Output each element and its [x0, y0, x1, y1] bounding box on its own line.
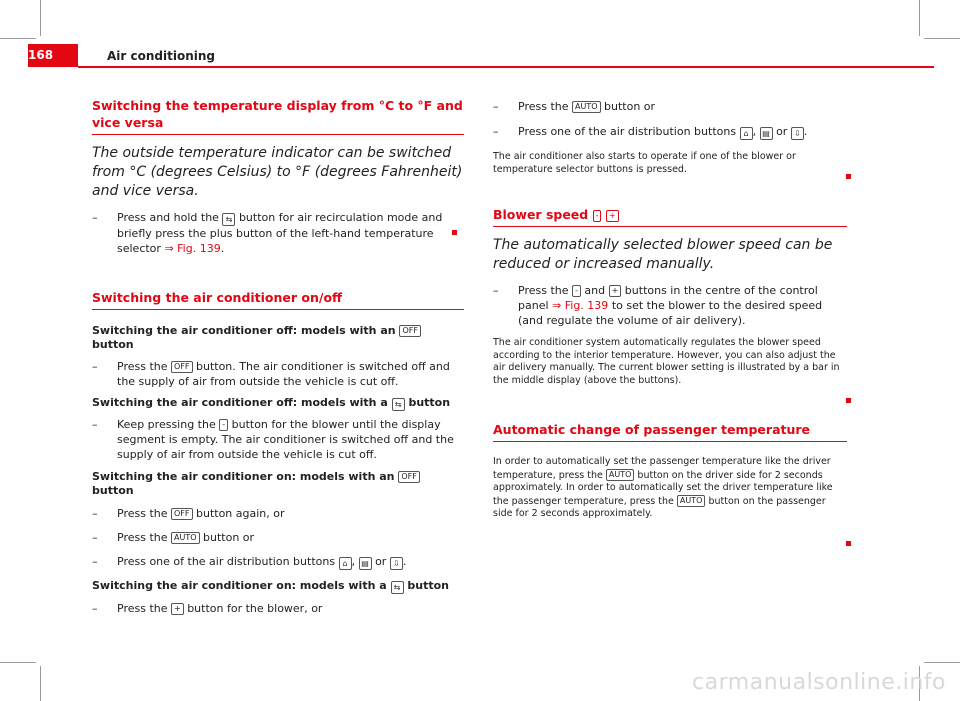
step-text: button or — [203, 531, 255, 544]
section-heading-blower-speed — [493, 206, 847, 223]
step-text: Press the — [518, 100, 569, 113]
subheading — [92, 396, 464, 411]
step-text: Press the — [117, 360, 168, 373]
recirculation-icon: ⇆ — [391, 581, 404, 594]
plus-key: + — [609, 285, 622, 297]
heading-rule — [493, 226, 847, 227]
step-text: or — [375, 555, 387, 568]
step-text: button for the blower until the display segment is empty. The air conditioner is switched off and the supply of air from outside the vehicle is cut off. — [117, 418, 454, 461]
list-item — [92, 530, 464, 545]
list-item — [92, 554, 464, 570]
body-paragraph: The air conditioner system automatically regulates the blower speed according to the interior temperature. However, you can also adjust the air delivery manually. The current blower setting is illustrated by a bar in the middle display (above the buttons). — [493, 337, 840, 386]
crop-mark — [924, 38, 960, 39]
bullet-dash: – — [92, 418, 98, 431]
list-item — [493, 283, 847, 328]
heading-rule — [493, 441, 847, 442]
subheading-text: button — [407, 579, 449, 592]
plus-key: + — [606, 210, 619, 222]
bullet-dash: – — [493, 100, 499, 113]
auto-key: AUTO — [606, 469, 635, 481]
end-marker-icon — [452, 230, 457, 235]
plus-key: + — [171, 603, 184, 615]
figure-link[interactable]: ⇒ Fig. 139 — [164, 242, 221, 255]
end-marker-icon — [846, 398, 851, 403]
heading-text: Blower speed — [493, 207, 589, 222]
step-text: button for the blower, or — [187, 602, 323, 615]
body-paragraph: The air conditioner also starts to operate if one of the blower or temperature selector buttons is pressed. — [493, 151, 796, 175]
subheading-text: Switching the air conditioner off: models with an — [92, 324, 396, 337]
recirculation-icon: ⇆ — [392, 398, 405, 411]
subheading-text: Switching the air conditioner off: models with a — [92, 396, 388, 409]
subheading — [92, 324, 464, 352]
crop-mark — [0, 662, 36, 663]
heading-rule — [92, 309, 464, 310]
bullet-dash: – — [92, 531, 98, 544]
step-text: button. The air conditioner is switched off and the supply of air from outside the vehicle is cut off. — [117, 360, 450, 388]
subheading — [92, 579, 464, 594]
header-rule — [78, 66, 934, 68]
footwell-icon: ⇩ — [791, 127, 804, 140]
minus-key: - — [572, 285, 581, 297]
bullet-dash: – — [92, 211, 98, 224]
section-heading-on-off: Switching the air conditioner on/off — [92, 290, 343, 305]
body-paragraph — [493, 456, 847, 521]
section-heading-passenger-temperature: Automatic change of passenger temperature — [493, 422, 811, 437]
right-column — [493, 99, 847, 521]
list-item — [92, 417, 464, 462]
crop-mark — [40, 0, 41, 36]
step-text: , — [351, 555, 356, 568]
step-text: and — [584, 284, 606, 297]
subheading-text: button — [92, 338, 134, 351]
paragraph-text: In order to automatically set the passenger temperature like the driver temperature, press the — [493, 456, 831, 481]
figure-link[interactable]: ⇒ Fig. 139 — [552, 299, 609, 312]
step-text: button again, or — [196, 507, 285, 520]
crop-mark — [40, 666, 41, 701]
auto-key: AUTO — [572, 101, 601, 113]
step-text: Press the — [117, 507, 168, 520]
step-text: button for air recirculation mode and briefly press the plus button of the left-hand temperature selector — [117, 211, 443, 255]
auto-key: AUTO — [171, 532, 200, 544]
recirculation-icon: ⇆ — [222, 213, 235, 226]
running-head: Air conditioning — [107, 49, 215, 63]
subheading — [92, 470, 464, 498]
bullet-dash: – — [92, 555, 98, 568]
bullet-dash: – — [92, 507, 98, 520]
left-column — [92, 97, 464, 616]
auto-key: AUTO — [677, 495, 706, 507]
step-text: to set the blower to the desired speed (and regulate the volume of air delivery). — [518, 299, 823, 327]
end-marker-icon — [846, 174, 851, 179]
minus-key: - — [593, 210, 602, 222]
step-text: Keep pressing the — [117, 418, 216, 431]
list-item — [493, 99, 847, 114]
list-item — [92, 210, 464, 256]
bullet-dash: – — [92, 360, 98, 373]
step-text: buttons in the centre of the control panel — [518, 284, 818, 312]
step-text: Press the — [117, 602, 168, 615]
paragraph-text: button on the driver side for 2 seconds approximately. In order to automatically set the driver temperature like the passenger temperature, press the — [493, 469, 833, 507]
section-heading-temperature-display: Switching the temperature display from °C to °F and vice versa — [92, 98, 463, 130]
windscreen-icon: ⌂ — [740, 127, 753, 140]
footwell-icon: ⇩ — [390, 557, 403, 570]
bullet-dash: – — [493, 284, 499, 297]
rear-window-icon: ▤ — [359, 557, 372, 570]
crop-mark — [919, 0, 920, 36]
section-lead: The outside temperature indicator can be switched from °C (degrees Celsius) to °F (degrees Fahrenheit) and vice versa. — [92, 145, 463, 199]
step-text: button or — [604, 100, 656, 113]
list-item — [92, 506, 464, 521]
step-text: Press one of the air distribution buttons — [518, 125, 737, 138]
step-text: . — [402, 555, 407, 568]
watermark: carmanualsonline.info — [692, 670, 946, 695]
section-lead: The automatically selected blower speed can be reduced or increased manually. — [493, 237, 833, 272]
off-key: OFF — [171, 508, 193, 520]
list-item — [92, 359, 464, 389]
off-key: OFF — [399, 325, 421, 337]
page-number: 168 — [28, 48, 54, 62]
subheading-text: button — [408, 396, 451, 409]
step-text: . — [803, 125, 808, 138]
off-key: OFF — [398, 471, 420, 483]
paragraph-text: button on the passenger side for 2 seconds approximately. — [493, 495, 826, 519]
step-text: Press one of the air distribution buttons — [117, 555, 336, 568]
step-text: . — [220, 242, 225, 255]
heading-rule — [92, 134, 464, 135]
subheading-text: Switching the air conditioner on: models with an — [92, 470, 395, 483]
list-item — [92, 601, 464, 616]
end-marker-icon — [846, 541, 851, 546]
bullet-dash: – — [493, 125, 499, 138]
crop-mark — [0, 38, 36, 39]
subheading-text: button — [92, 484, 134, 497]
list-item — [493, 124, 847, 140]
step-text: or — [776, 125, 788, 138]
step-text: , — [752, 125, 757, 138]
step-text: Press the — [117, 531, 168, 544]
windscreen-icon: ⌂ — [339, 557, 352, 570]
crop-mark — [924, 662, 960, 663]
off-key: OFF — [171, 361, 193, 373]
step-text: Press and hold the — [117, 211, 219, 224]
subheading-text: Switching the air conditioner on: models with a — [92, 579, 387, 592]
step-text: Press the — [518, 284, 569, 297]
minus-key: - — [219, 419, 228, 431]
bullet-dash: – — [92, 602, 98, 615]
rear-window-icon: ▤ — [760, 127, 773, 140]
